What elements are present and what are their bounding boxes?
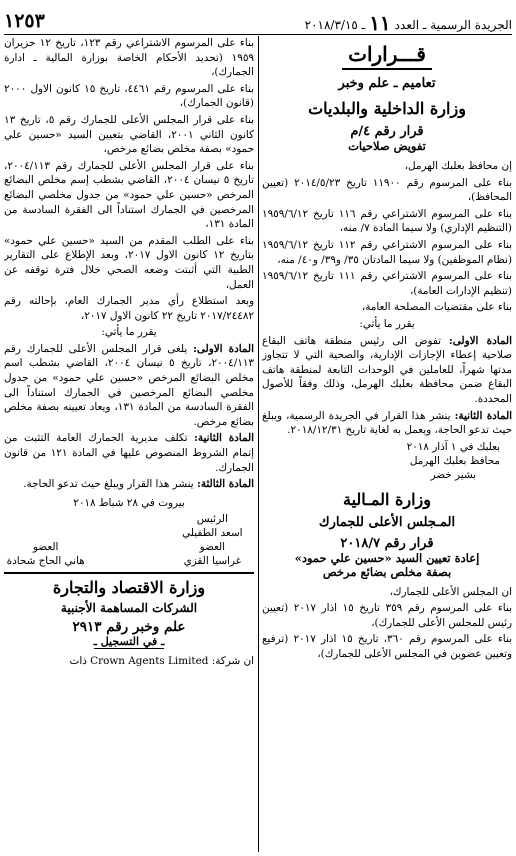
signatories — [4, 512, 254, 568]
president-signature — [171, 512, 254, 540]
d1-art1-label: المادة الاولى: — [448, 334, 512, 347]
d2-art1-text: يلغى قرار المجلس الأعلى للجمارك رقم ٢٠٠٤/١١٣، تاريخ ٥ نيسان ٢٠٠٤، القاضي بشطب اسم مخلص البضائع المرخص «حسين علي حمود» من جدول مخلصي البضائع المرخصين في الجمارك استناداً الى الفقرة السادسة من المادة ١٣١، ويعاد تعيينه بصفة مخلص بضائع مرخص. — [4, 342, 254, 428]
page-number: ١٢٥٣ — [4, 10, 45, 32]
ministry-economy-heading: وزارة الاقتصاد والتجارة — [52, 577, 206, 597]
d1-article-1 — [262, 334, 512, 407]
d2-art3-label: المادة الثالثة: — [197, 478, 254, 491]
d2-para: بناء على المرسوم رقم ٣٥٩ تاريخ ١٥ اذار ٢٠١٧ (تعيين رئيس للمجلس الأعلى للجمارك)، — [262, 602, 512, 629]
in-register-text: ـ في التسجيل ـ — [93, 634, 165, 648]
d2-article-2 — [4, 431, 254, 475]
d2-para: بناء على المرسوم رقم ٣٦٠، تاريخ ١٥ اذار ٢٠١٧ (ترفيع وتعيين عضوين في المجلس الأعلى للجمارك)، — [262, 633, 512, 661]
d2-art2-text: تكلف مديرية الجمارك العامة التثبت من إتمام الشروط المنصوص عليها في المادة ١٢١ من قانون الجمارك. — [4, 432, 254, 474]
d2-sign-date: بيروت في ٢٨ شباط ٢٠١٨ — [73, 496, 185, 509]
d2-para: بناء على الطلب المقدم من السيد «حسين علي حمود» بتاريخ ١٢ كانون الاول ٢٠١٧، وبعد الإطلاع على التقارير الطبية التي أثبتت وضعه الصحي خلال فترة توقفه عن العمل، — [4, 234, 254, 291]
right-column — [262, 36, 512, 854]
title-underline — [342, 68, 432, 70]
issue-date: ـ ٢٠١٨/٣/١٥ — [304, 18, 366, 32]
issue-number: ١١ — [369, 11, 391, 35]
page-header — [4, 6, 512, 35]
d2-decides: يقرر ما يأتي: — [101, 326, 157, 339]
d2-para: وبعد استطلاع رأي مدير الجمارك العام، بإحالته رقم ٢٠١٧/٢٤٤٨٢ تاريخ ٢٢ كانون الاول ٢٠١٧، — [4, 295, 254, 322]
notice-title: علم وخبر رقم ٢٩١٣ — [72, 618, 186, 635]
decision2-subject: إعادة تعيين السيد «حسين علي حمود» — [294, 550, 480, 565]
member1-signature — [171, 540, 254, 568]
companies-heading: الشركات المساهمة الأجنبية — [60, 600, 198, 615]
company-notice-text: ان شركة: Crown Agents Limited ذات — [69, 654, 254, 667]
member1-name: غراسيا القزي — [183, 555, 242, 568]
left-column — [4, 36, 254, 854]
president-title: الرئيس — [196, 513, 228, 526]
header-gazette-info — [304, 11, 512, 35]
d1-art2-text: ينشر هذا القرار في الجريدة الرسمية، ويبلغ حيث تدعو الحاجة، ويعمل به لغاية تاريخ ٢٠١٨/١٢/٣١. — [262, 409, 512, 437]
d2-para: بناء على قرار المجلس الأعلى للجمارك رقم ٢٠٠٤/١١٣، تاريخ ٥ نيسان ٢٠٠٤، القاضي بشطب إسم مخلص البضائع المرخص «حسين علي حمود» من جدول مخلصي البضائع المرخصين في الجمارك استناداً الى الفقرة السادسة من المادة ١٣١، — [4, 159, 254, 231]
d2-article-1 — [4, 342, 254, 430]
president-name: اسعد الطفيلي — [182, 527, 243, 540]
d1-decides: يقرر ما يأتي: — [359, 317, 415, 330]
gazette-name: الجريدة الرسمية ـ العدد — [394, 18, 512, 32]
d1-sign-name: بشير خضر — [430, 468, 476, 481]
member1-title: العضو — [199, 541, 226, 554]
d2-para: ان المجلس الأعلى للجمارك، — [389, 585, 512, 598]
decision2-subject-2: بصفة مخلص بضائع مرخص — [322, 564, 452, 579]
member2-name: هاني الحاج شحادة — [6, 555, 85, 568]
column-divider — [258, 36, 259, 852]
section-subtitle: تعاميم ـ علم وخبر — [338, 76, 436, 91]
ministry-interior-heading: وزارة الداخلية والبلديات — [308, 99, 466, 118]
d1-art1-text: تفوض الى رئيس منطقة هاتف البقاع صلاحية إعطاء الإجازات الإدارية، والصحية التي لا تتجاوز مدتها شهراً، للعاملين في الوحدات التابعة لمنطقة هاتف البقاع ضمن محافظة بعلبك الهرمل، وذلك وفقاً للأصول المحددة. — [262, 334, 512, 405]
d1-sign-date: بعلبك في ١ آذار ٢٠١٨ — [406, 440, 500, 453]
decision1-title: قرار رقم ٤/م — [350, 124, 424, 139]
d1-art2-label: المادة الثانية: — [454, 409, 512, 422]
decision2-title: قرار رقم ٢٠١٨/٧ — [340, 535, 434, 551]
d2-art2-label: المادة الثانية: — [194, 432, 254, 445]
section-separator — [4, 572, 254, 574]
d1-para: بناء على المرسوم رقم ١١٩٠٠ تاريخ ٢٠١٤/٥/٢٣ (تعيين المحافظ)، — [262, 176, 512, 204]
d2-art1-label: المادة الاولى: — [193, 342, 254, 355]
d1-para: بناء على المرسوم الاشتراعي رقم ١١٢ تاريخ ١٩٥٩/٦/١٢ (نظام الموظفين) ولا سيما المادتان ٣٥/ و٣٩/ و٤٠/ منه، — [262, 238, 512, 266]
d1-para: بناء على المرسوم الاشتراعي رقم ١١٦ تاريخ ١٩٥٩/٦/١٢ (التنظيم الإداري) ولا سيما المادة ٧/ منه، — [262, 207, 512, 235]
d1-para: بناء على المرسوم الاشتراعي رقم ١١١ تاريخ ١٩٥٩/٦/١٢ (تنظيم الإدارات العامة)، — [262, 270, 512, 297]
d1-para: بناء على مقتضيات المصلحة العامة، — [361, 301, 512, 314]
d2-art3-text: ينشر هذا القرار ويبلغ حيث تدعو الحاجة. — [23, 478, 194, 491]
d1-article-2 — [262, 409, 512, 438]
member2-title: العضو — [32, 541, 59, 554]
ministry-finance-heading: وزارة المـالية — [343, 489, 431, 509]
d1-sign-title: محافظ بعلبك الهرمل — [409, 454, 500, 467]
decision1-subject: تفويض صلاحيات — [348, 139, 426, 153]
d2-article-3 — [4, 477, 254, 492]
in-register — [4, 635, 254, 648]
d2-para: بناء على المرسوم رقم ٤٤٦١، تاريخ ١٥ كانون الاول ٢٠٠٠ (قانون الجمارك)، — [4, 82, 254, 110]
member2-signature — [4, 540, 87, 568]
council-heading: المـجلس الأعلى للجمارك — [318, 514, 456, 530]
d1-para: إن محافظ بعلبك الهرمل، — [404, 160, 512, 172]
d2-para: بناء على المرسوم الاشتراعي رقم ١٢٣، تاريخ ١٢ حزيران ١٩٥٩ (تحديد الأحكام الخاصة بوزارة المالية ـ ادارة الجمارك)، — [4, 37, 254, 79]
d2-para: بناء على قرار المجلس الأعلى للجمارك رقم ٥، تاريخ ١٣ كانون الثاني ٢٠٠١، القاضي بتعيين السيد «حسين علي حمود» بصفة مخلص بضائع مرخص، — [4, 113, 254, 156]
section-title: قـــرارات — [348, 42, 426, 66]
